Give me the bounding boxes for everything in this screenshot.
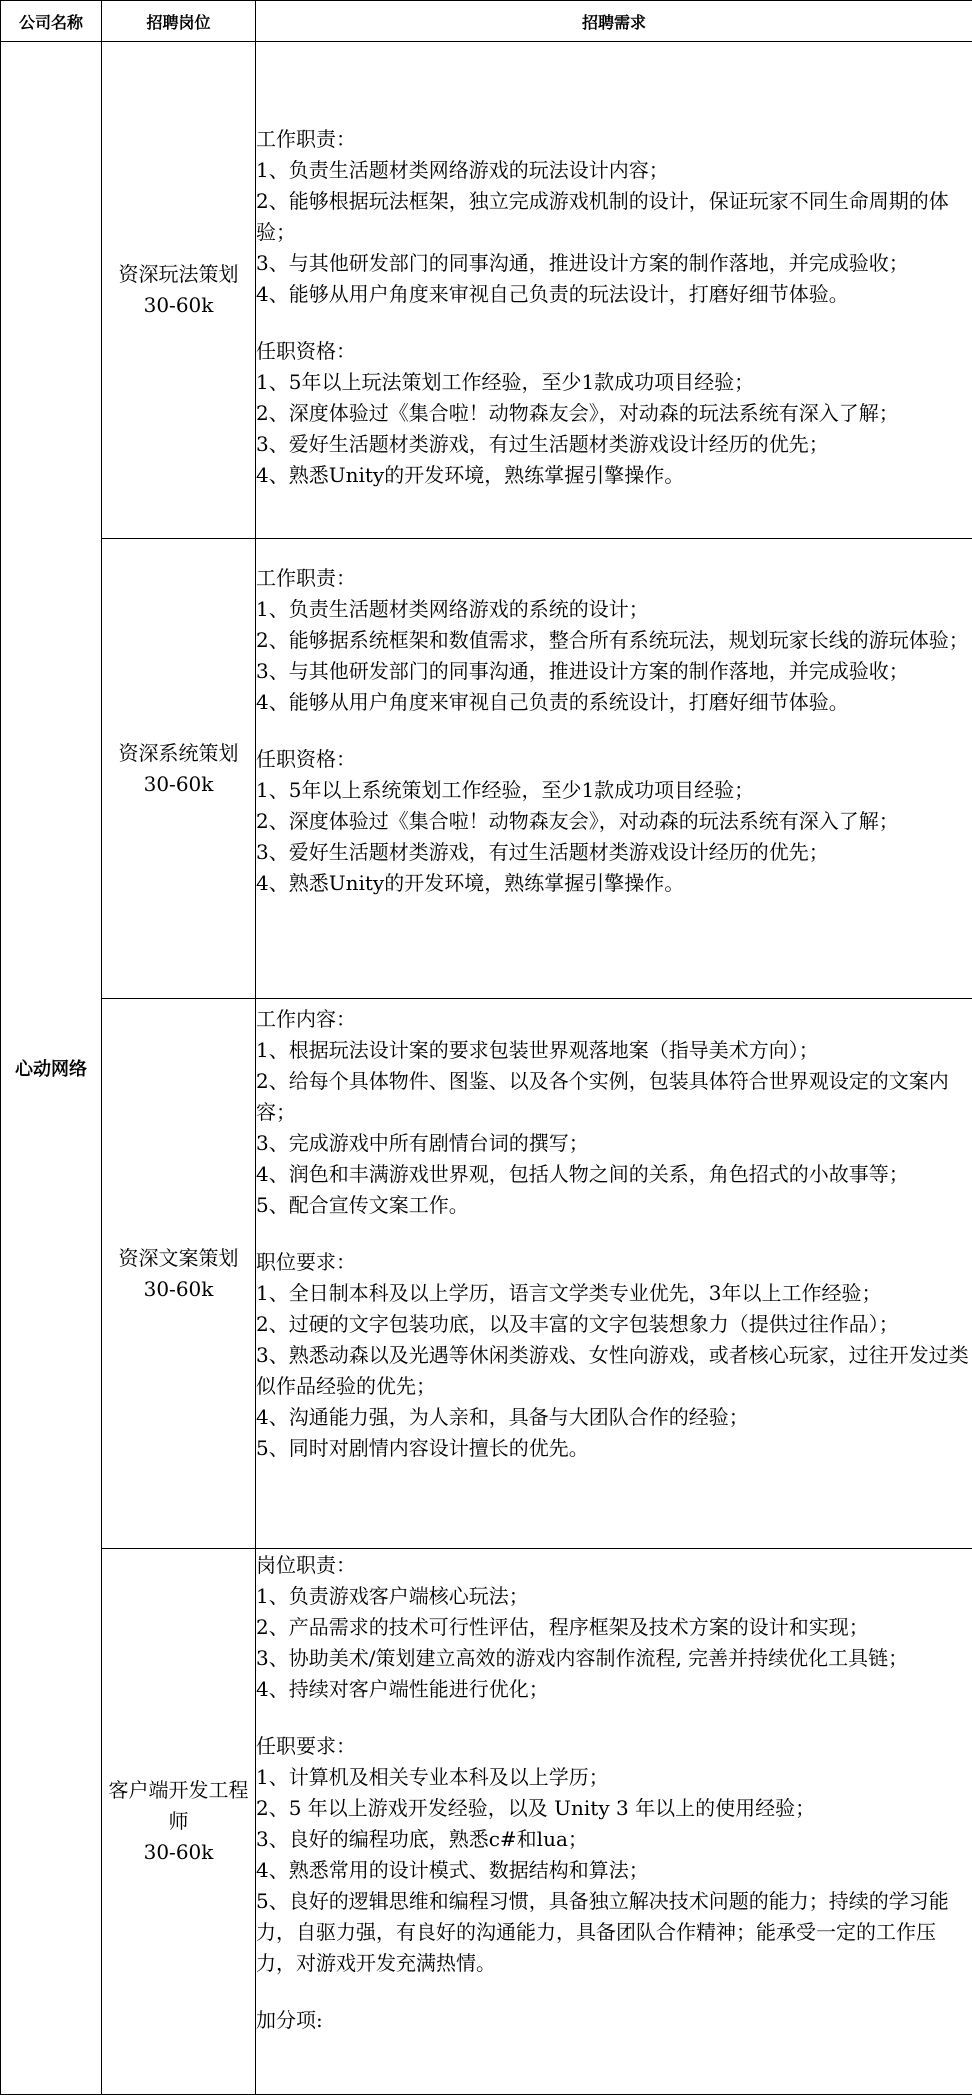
requirement-item: 4、润色和丰满游戏世界观，包括人物之间的关系，角色招式的小故事等； bbox=[256, 1159, 972, 1190]
section-gap bbox=[256, 718, 972, 744]
requirement-item: 1、计算机及相关专业本科及以上学历； bbox=[256, 1762, 972, 1793]
requirement-item: 3、爱好生活题材类游戏，有过生活题材类游戏设计经历的优先； bbox=[256, 837, 972, 868]
job-row bbox=[1, 539, 972, 999]
requirement-item: 3、完成游戏中所有剧情台词的撰写； bbox=[256, 1128, 972, 1159]
section-heading: 工作内容： bbox=[256, 1004, 972, 1035]
job-title: 资深玩法策划 bbox=[102, 259, 255, 290]
section-heading: 工作职责： bbox=[256, 563, 972, 594]
job-salary: 30-60k bbox=[102, 1837, 255, 1868]
section-gap bbox=[256, 1979, 972, 2005]
requirement-item: 4、熟悉常用的设计模式、数据结构和算法； bbox=[256, 1855, 972, 1886]
section-heading: 任职资格： bbox=[256, 744, 972, 775]
job-position bbox=[102, 999, 256, 1549]
requirement-item: 5、配合宣传文案工作。 bbox=[256, 1190, 972, 1221]
requirement-item: 4、能够从用户角度来审视自己负责的玩法设计，打磨好细节体验。 bbox=[256, 279, 972, 310]
header-row bbox=[1, 1, 972, 42]
requirement-item: 2、给每个具体物件、图鉴、以及各个实例，包装具体符合世界观设定的文案内容； bbox=[256, 1066, 972, 1128]
section-gap bbox=[256, 1705, 972, 1731]
section-heading: 任职资格： bbox=[256, 336, 972, 367]
section-gap bbox=[256, 310, 972, 336]
requirement-item: 2、产品需求的技术可行性评估，程序框架及技术方案的设计和实现； bbox=[256, 1612, 972, 1643]
requirement-item: 4、持续对客户端性能进行优化； bbox=[256, 1674, 972, 1705]
section-gap bbox=[256, 1221, 972, 1247]
requirement-item: 1、负责游戏客户端核心玩法； bbox=[256, 1581, 972, 1612]
requirement-item: 2、能够据系统框架和数值需求，整合所有系统玩法，规划玩家长线的游玩体验； bbox=[256, 625, 972, 656]
requirement-item: 4、熟悉Unity的开发环境，熟练掌握引擎操作。 bbox=[256, 868, 972, 899]
requirement-item: 2、能够根据玩法框架，独立完成游戏机制的设计，保证玩家不同生命周期的体验； bbox=[256, 186, 972, 248]
requirement-item: 1、负责生活题材类网络游戏的系统的设计； bbox=[256, 594, 972, 625]
requirement-item: 3、与其他研发部门的同事沟通，推进设计方案的制作落地，并完成验收； bbox=[256, 248, 972, 279]
job-title: 资深文案策划 bbox=[102, 1243, 255, 1274]
job-requirements bbox=[256, 539, 972, 999]
requirement-item: 3、良好的编程功底，熟悉c#和lua； bbox=[256, 1824, 972, 1855]
job-requirements bbox=[256, 1549, 972, 2095]
requirement-item: 2、深度体验过《集合啦！动物森友会》，对动森的玩法系统有深入了解； bbox=[256, 398, 972, 429]
requirement-item: 2、深度体验过《集合啦！动物森友会》，对动森的玩法系统有深入了解； bbox=[256, 806, 972, 837]
job-row bbox=[1, 1549, 972, 2095]
section-heading: 加分项: bbox=[256, 2005, 972, 2036]
job-salary: 30-60k bbox=[102, 769, 255, 800]
company-name: 心动网络 bbox=[1, 42, 102, 2095]
requirement-item: 1、根据玩法设计案的要求包装世界观落地案（指导美术方向）； bbox=[256, 1035, 972, 1066]
job-title: 资深系统策划 bbox=[102, 738, 255, 769]
job-position bbox=[102, 42, 256, 539]
job-salary: 30-60k bbox=[102, 1274, 255, 1305]
requirement-item: 2、5 年以上游戏开发经验，以及 Unity 3 年以上的使用经验； bbox=[256, 1793, 972, 1824]
requirement-item: 4、能够从用户角度来审视自己负责的系统设计，打磨好细节体验。 bbox=[256, 687, 972, 718]
requirement-item: 2、过硬的文字包装功底，以及丰富的文字包装想象力（提供过往作品）； bbox=[256, 1309, 972, 1340]
requirement-item: 3、与其他研发部门的同事沟通，推进设计方案的制作落地，并完成验收； bbox=[256, 656, 972, 687]
header-requirements: 招聘需求 bbox=[256, 1, 972, 42]
header-position: 招聘岗位 bbox=[102, 1, 256, 42]
section-heading: 岗位职责： bbox=[256, 1550, 972, 1581]
job-requirements bbox=[256, 999, 972, 1549]
requirement-item: 3、熟悉动森以及光遇等休闲类游戏、女性向游戏，或者核心玩家，过往开发过类似作品经验的优先； bbox=[256, 1340, 972, 1402]
requirement-item: 4、熟悉Unity的开发环境，熟练掌握引擎操作。 bbox=[256, 460, 972, 491]
requirement-item: 1、5年以上玩法策划工作经验，至少1款成功项目经验； bbox=[256, 367, 972, 398]
job-requirements bbox=[256, 42, 972, 539]
requirement-item: 1、全日制本科及以上学历，语言文学类专业优先，3年以上工作经验； bbox=[256, 1278, 972, 1309]
requirement-item: 5、良好的逻辑思维和编程习惯，具备独立解决技术问题的能力；持续的学习能力，自驱力强，有良好的沟通能力，具备团队合作精神；能承受一定的工作压力，对游戏开发充满热情。 bbox=[256, 1886, 972, 1979]
section-heading: 任职要求： bbox=[256, 1731, 972, 1762]
job-title: 客户端开发工程师 bbox=[102, 1775, 255, 1837]
requirement-item: 4、沟通能力强，为人亲和，具备与大团队合作的经验； bbox=[256, 1402, 972, 1433]
section-heading: 工作职责： bbox=[256, 124, 972, 155]
header-company: 公司名称 bbox=[1, 1, 102, 42]
requirement-item: 1、5年以上系统策划工作经验，至少1款成功项目经验； bbox=[256, 775, 972, 806]
requirement-item: 3、爱好生活题材类游戏，有过生活题材类游戏设计经历的优先； bbox=[256, 429, 972, 460]
job-row bbox=[1, 42, 972, 539]
requirement-item: 1、负责生活题材类网络游戏的玩法设计内容； bbox=[256, 155, 972, 186]
job-salary: 30-60k bbox=[102, 290, 255, 321]
job-position bbox=[102, 539, 256, 999]
requirement-item: 3、协助美术/策划建立高效的游戏内容制作流程, 完善并持续优化工具链； bbox=[256, 1643, 972, 1674]
job-row bbox=[1, 999, 972, 1549]
job-position bbox=[102, 1549, 256, 2095]
requirement-item: 5、同时对剧情内容设计擅长的优先。 bbox=[256, 1433, 972, 1464]
section-heading: 职位要求： bbox=[256, 1247, 972, 1278]
